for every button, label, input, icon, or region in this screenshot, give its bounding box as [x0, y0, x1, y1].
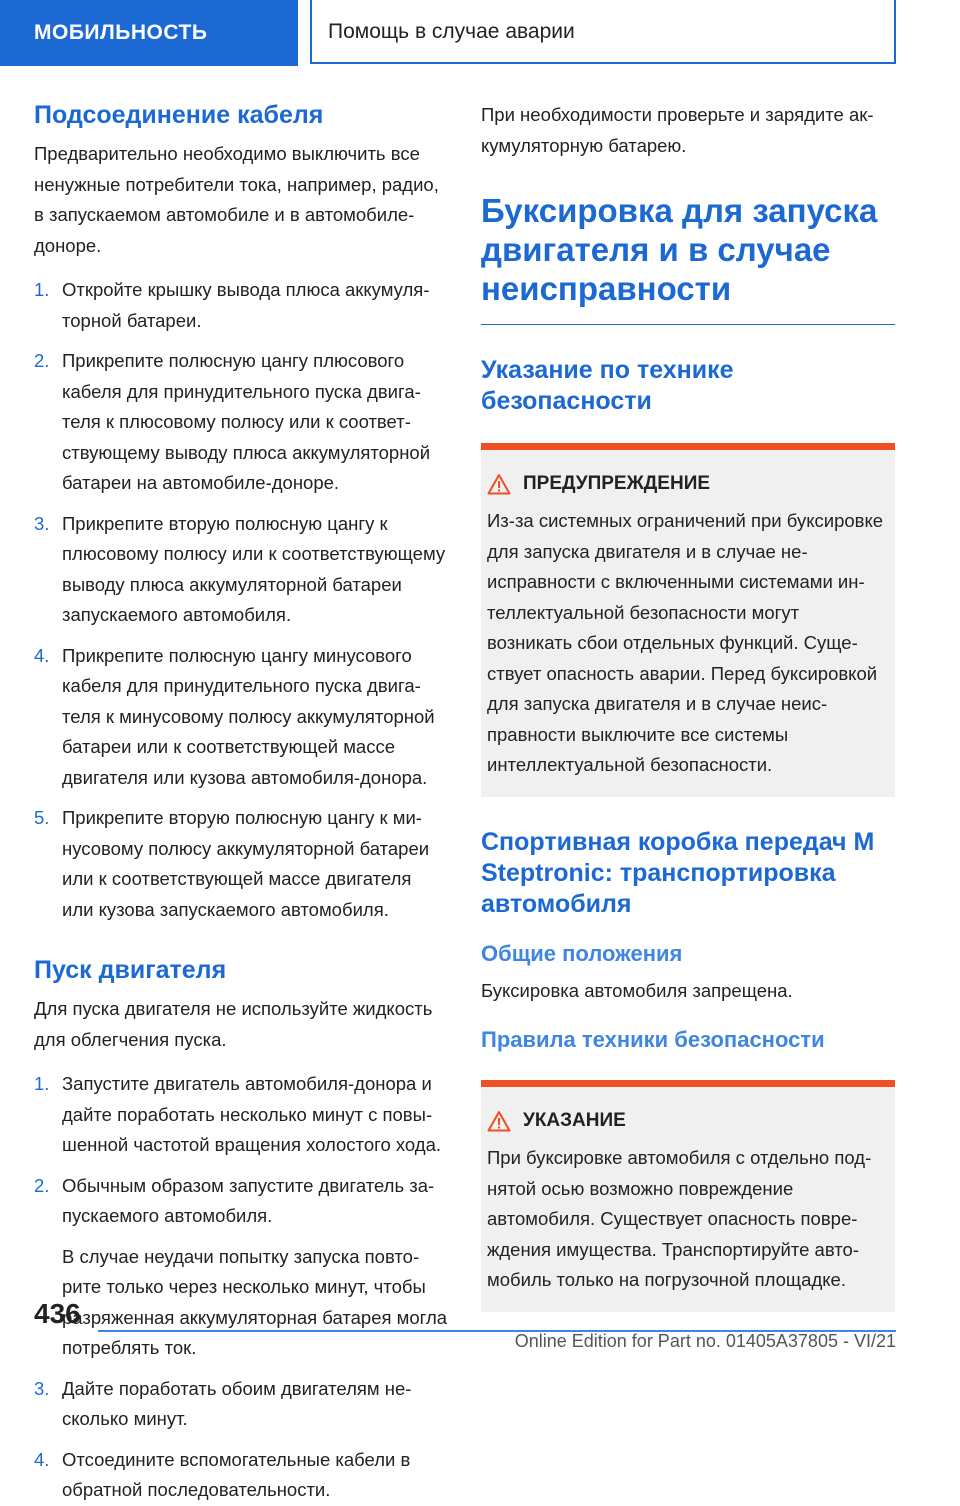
start-steps [34, 1069, 448, 1506]
cable-title: Подсоединение кабеля [34, 101, 324, 129]
chapter-title: Помощь в случае аварии [310, 0, 896, 64]
warning-triangle-icon [487, 1110, 511, 1132]
list-item: 5. Прикрепите вторую полюсную цангу к минусовому полюсу аккумуляторной батареи или к соответствующей массе двигателя или кузова запускаемого автомобиля. [34, 807, 430, 920]
list-item: 3. Прикрепите вторую полюсную цангу к плюсовому полюсу или к соответствующему выводу плюса аккумуляторной батареи запускаемого автомобиля. [34, 512, 446, 625]
list-item: 2. Прикрепите полюсную цангу плюсового кабеля для принудительного пуска двигателя к плюсовому полюсу или к соответствующему выводу плюса аккумуляторной батареи на автомобиле-доноре. [34, 350, 431, 493]
page-number: 436 [34, 1298, 81, 1329]
notice-box [481, 1080, 895, 1312]
right-column [481, 100, 895, 1312]
notice-text: При буксировке автомобиля с отдельно поднятой осью возможно повреждение автомобиля. Существует опасность повреждения имущества. Транспортируйте автомобиль только на погрузочной площадке. [487, 1147, 872, 1290]
list-item: 2. Обычным образом запустите двигатель запускаемого автомобиля. В случае неудачи попытку запуска повторите только через несколько минут, чтобы разряженная аккумуляторная батарея могла потреблять ток. [34, 1171, 448, 1364]
warning-text: Из-за системных ограничений при буксировке для запуска двигателя и в случае неисправности с включенными системами интеллектуальной безопасности могут возникать сбои отдельных функций. Существует опасность аварии. Перед буксировкой для запуска двигателя и в случае неисправности выключите все системы интеллектуальной безопасности. [487, 510, 884, 775]
general-text: Буксировка автомобиля запрещена. [481, 979, 793, 1001]
tow-title: Буксировка для запуска двигателя и в случае неисправности [481, 192, 878, 307]
start-title: Пуск двигателя [34, 956, 227, 984]
list-item: 3. Дайте поработать обоим двигателям несколько минут. [34, 1377, 412, 1429]
list-item: 1. Откройте крышку вывода плюса аккумуляторной батареи. [34, 279, 430, 331]
cable-steps [34, 275, 448, 925]
page-header [0, 0, 960, 66]
general-title: Общие положения [481, 940, 683, 966]
warning-label: ПРЕДУПРЕЖДЕНИЕ [523, 473, 711, 494]
notice-label: УКАЗАНИЕ [523, 1110, 626, 1131]
section-tab: МОБИЛЬНОСТЬ [0, 0, 298, 66]
step-note: В случае неудачи попытку запуска повторите только через несколько минут, чтобы разряженная аккумуляторная батарея могла потреблять ток. [62, 1245, 448, 1358]
check-text: При необходимости проверьте и зарядите аккумуляторную батарею. [481, 104, 874, 156]
rules-title: Правила техники безопасности [481, 1027, 825, 1052]
warning-box [481, 443, 895, 797]
safety-title: Указание по технике безопасности [481, 356, 734, 415]
list-item: 4. Отсоедините вспомогательные кабели в обратной последовательности. [34, 1448, 411, 1500]
left-column [34, 100, 448, 1506]
list-item: 1. Запустите двигатель автомобиля-донора и дайте поработать несколько минут с повышенной частотой вращения холостого хода. [34, 1073, 442, 1155]
edition-text: Online Edition for Part no. 01405A37805 - VI/21 [514, 1331, 896, 1351]
start-intro: Для пуска двигателя не используйте жидкость для облегчения пуска. [34, 998, 433, 1050]
list-item: 4. Прикрепите полюсную цангу минусового кабеля для принудительного пуска двигателя к минусовому полюсу аккумуляторной батареи или к соответствующей массе двигателя или кузова автомобиля-донора. [34, 644, 435, 788]
steptronic-title: Спортивная коробка передач M Steptronic: транспортировка автомобиля [481, 827, 875, 918]
divider [481, 324, 895, 325]
warning-triangle-icon [487, 473, 511, 495]
cable-intro: Предварительно необходимо выключить все ненужные потребители тока, например, радио, в запускаемом автомобиле и в автомобиле-доноре. [34, 143, 439, 256]
